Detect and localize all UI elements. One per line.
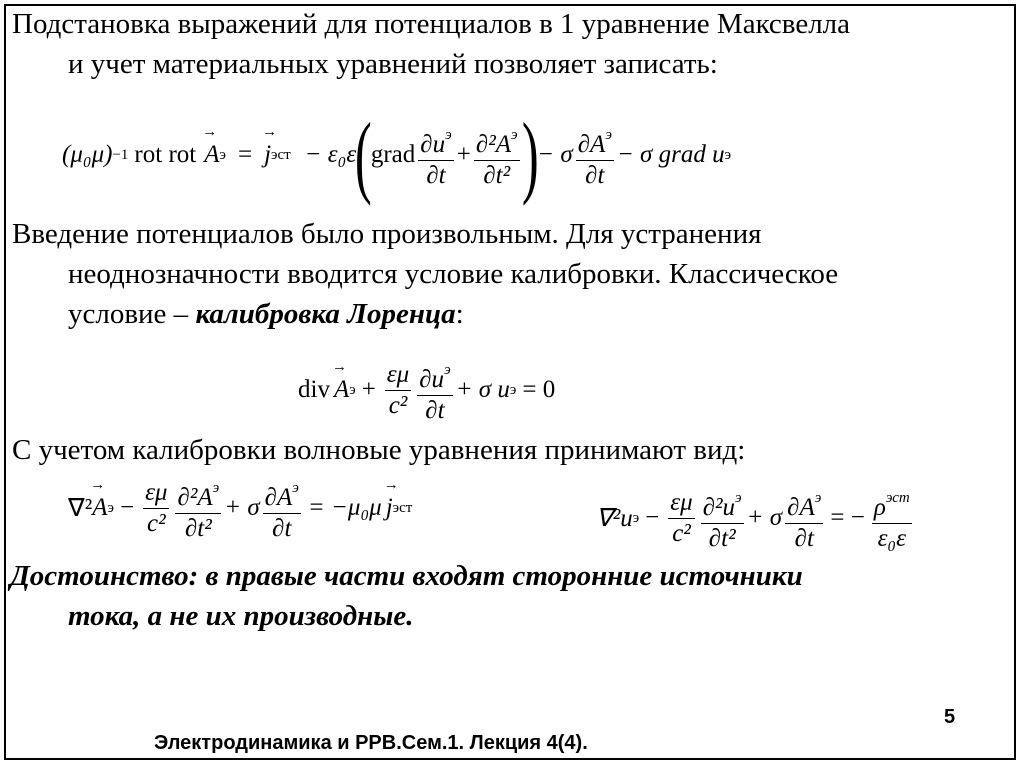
eq3-minus: − <box>119 494 135 521</box>
eq3-frac-em-c2 <box>143 479 169 538</box>
equation-lorenz-gauge <box>298 352 555 428</box>
eq3-vector-a: → A <box>92 494 107 522</box>
eq4-frac-d2u-dt2 <box>701 484 744 553</box>
eq1-du-sup: э <box>445 126 452 143</box>
eq1-eps: − ε₀ε <box>304 141 357 168</box>
eq4-d2u-sup: э <box>735 489 742 506</box>
eq2-frac-em-c2 <box>385 361 411 420</box>
eq3-d2a-sup: э <box>212 479 220 496</box>
eq4-dt: ∂t <box>794 524 814 552</box>
eq1-du: ∂u <box>420 130 446 158</box>
eq1-rot: rot rot <box>134 141 197 168</box>
eq3-frac-da-dt <box>263 474 301 543</box>
eq2-sup-e: э <box>349 381 356 398</box>
eq3-c2: c² <box>146 509 166 537</box>
eq4-da: ∂A <box>787 493 815 521</box>
eq1-right-paren: ) <box>521 104 539 206</box>
gauge-line-1: Введение потенциалов было произвольным. Для устранения <box>12 218 762 250</box>
eq3-da: ∂A <box>264 483 293 511</box>
eq1-d2a: ∂²A <box>475 130 511 158</box>
eq1-coef: (μ₀μ) <box>62 141 113 168</box>
footer-caption: Электродинамика и РРВ.Сем.1. Лекция 4(4). <box>154 732 588 754</box>
advantage-line-1: Достоинство: в правые части входят сторонние источники <box>10 560 803 592</box>
eq3-vector-j: → j <box>386 494 393 522</box>
eq3-dt: ∂t <box>272 514 292 542</box>
eq4-sup-e: э <box>632 509 640 526</box>
eq4-d2u: ∂²u <box>702 493 736 521</box>
eq4-frac-em-c2 <box>668 489 694 548</box>
eq2-em: εμ <box>385 361 411 391</box>
eq3-plus-sigma: + σ <box>224 494 260 521</box>
eq2-equals-zero: = 0 <box>522 376 556 403</box>
lorenz-gauge-term: калибровка Лоренца <box>195 298 456 330</box>
paragraph-wave <box>12 430 745 470</box>
eq4-equals-minus: = − <box>830 504 865 531</box>
eq1-equals: = <box>237 141 253 168</box>
eq3-da-sup: э <box>292 479 299 496</box>
eq4-rho-sup: эст <box>885 489 910 506</box>
eq1-sup-e: э <box>219 146 226 163</box>
eq4-eps: ε₀ε <box>877 524 906 552</box>
gauge-line-3-prefix: условие – <box>68 298 196 330</box>
eq1-dt2: ∂t² <box>483 161 511 189</box>
eq1-left-paren: ( <box>355 104 372 206</box>
equation-maxwell-potentials <box>62 100 731 210</box>
eq4-em: εμ <box>668 489 694 519</box>
eq3-sup-e: э <box>107 499 114 516</box>
eq1-frac-da-dt <box>576 121 614 190</box>
eq1-dt-2: ∂t <box>585 161 605 189</box>
eq3-em: εμ <box>143 479 169 509</box>
eq4-c2: c² <box>672 519 691 547</box>
eq1-sup-est: эст <box>271 146 291 163</box>
equation-wave-vector <box>68 470 412 546</box>
eq1-d2a-sup: э <box>510 126 518 143</box>
eq2-vector-a: → A <box>334 376 349 404</box>
eq2-sigma-u-sup: э <box>509 381 517 398</box>
paragraph-gauge <box>12 214 838 334</box>
eq1-tail: − σ grad u <box>616 141 725 168</box>
eq2-sigma-u: + σ u <box>455 376 510 403</box>
eq3-rhs: = −μ₀μ <box>307 494 382 521</box>
eq2-c2: c² <box>388 391 408 419</box>
eq4-da-sup: э <box>814 489 822 506</box>
equation-wave-scalar <box>596 480 915 556</box>
gauge-line-2: неоднозначности вводится условие калибровки. Классическое <box>68 258 839 290</box>
eq4-minus: − <box>645 504 660 531</box>
intro-line-2: и учет материальных уравнений позволяет записать: <box>68 48 718 80</box>
advantage-line-2: тока, а не их производные. <box>68 600 414 632</box>
eq1-da: ∂A <box>577 130 606 158</box>
eq2-div: div <box>298 376 330 403</box>
gauge-line-3-colon: : <box>455 298 464 330</box>
gauge-line-3 <box>12 298 464 330</box>
eq4-rho: ρ <box>873 493 886 521</box>
eq1-grad: grad <box>370 141 416 168</box>
page-number: 5 <box>944 706 956 728</box>
paragraph-advantage <box>10 556 803 636</box>
eq1-frac-d2a-dt2 <box>474 121 520 190</box>
eq1-plus: + <box>456 141 471 168</box>
eq1-vector-j: → j <box>264 141 271 169</box>
eq1-sigma: − σ <box>537 141 573 168</box>
eq3-sup-est: эст <box>392 499 413 516</box>
eq4-frac-da-dt <box>785 484 823 553</box>
eq3-d2a: ∂²A <box>177 483 213 511</box>
paragraph-intro <box>12 4 850 84</box>
eq4-plus-sigma: + σ <box>746 504 783 531</box>
eq2-du-sup: э <box>444 361 451 378</box>
eq1-tail-sup: э <box>724 146 732 163</box>
eq1-dt: ∂t <box>426 161 446 189</box>
wave-line-1: С учетом калибровки волновые уравнения принимают вид: <box>12 434 746 466</box>
eq4-dt2: ∂t² <box>708 524 736 552</box>
eq2-dt: ∂t <box>425 396 445 424</box>
eq4-frac-rho-eps <box>872 484 912 553</box>
eq2-frac-du-dt <box>417 356 452 425</box>
eq1-da-sup: э <box>605 126 612 143</box>
eq1-frac-du-dt <box>418 121 453 190</box>
eq2-plus: + <box>361 376 376 403</box>
eq1-vector-a: → A <box>204 141 219 169</box>
eq3-frac-d2a-dt2 <box>175 474 221 543</box>
eq2-du: ∂u <box>419 365 445 393</box>
eq3-nabla2: ∇² <box>68 495 93 522</box>
eq3-dt2: ∂t² <box>184 514 212 542</box>
intro-line-1: Подстановка выражений для потенциалов в 1 уравнение Максвелла <box>12 8 851 40</box>
eq1-power: −1 <box>112 146 129 163</box>
eq4-nabla2u: ∇²u <box>596 505 633 532</box>
